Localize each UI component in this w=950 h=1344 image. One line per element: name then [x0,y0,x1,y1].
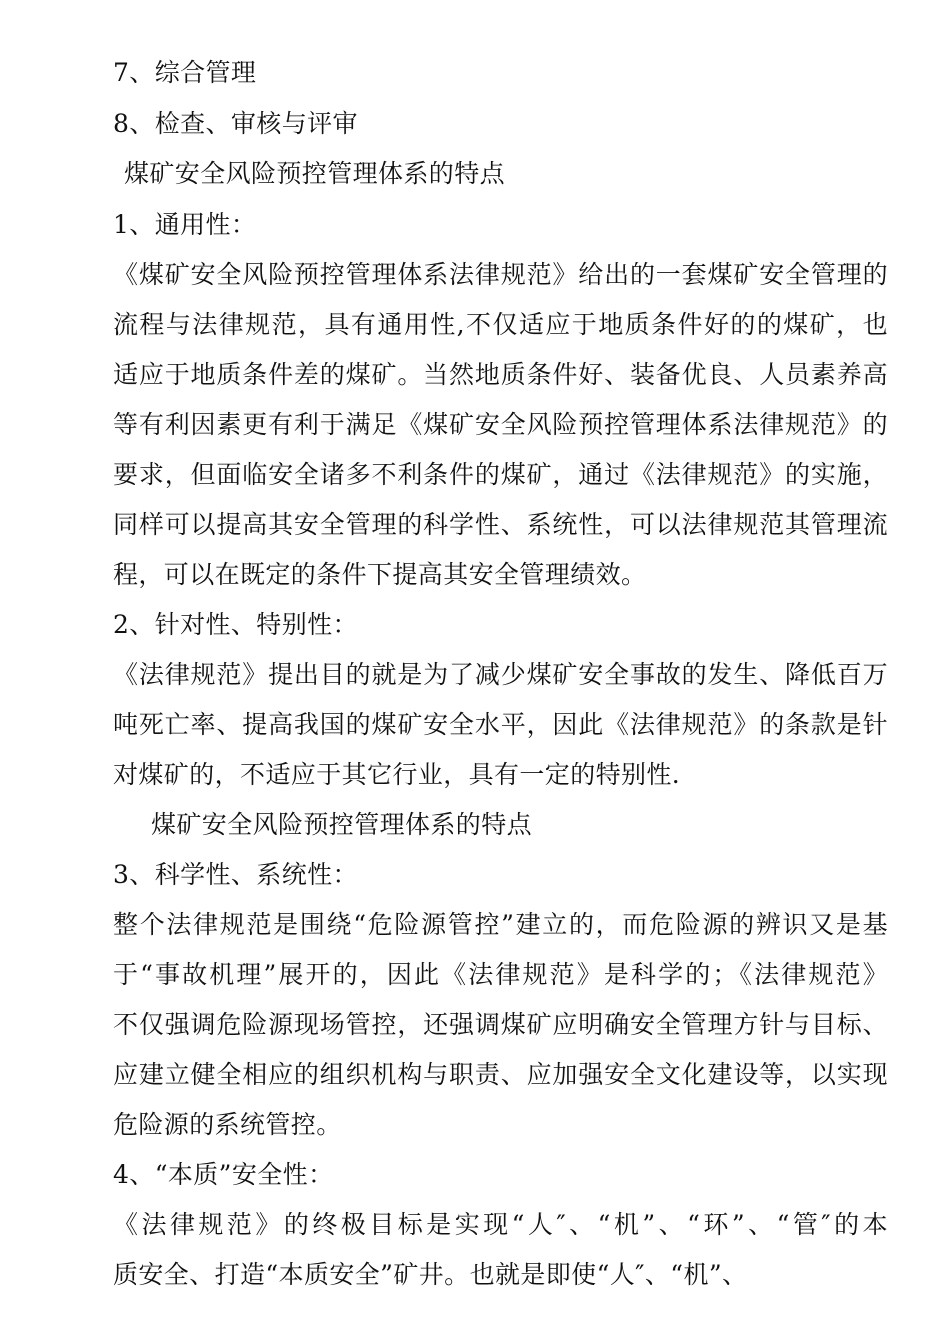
list-item-comprehensive-management: 7、综合管理 [113,58,257,87]
subheading-generality: 1、通用性： [113,210,257,239]
paragraph-line: 应建立健全相应的组织机构与职责、应加强安全文化建设等，以实现 [113,1060,888,1089]
paragraph-line: 危险源的系统管控。 [113,1110,342,1139]
paragraph-line: 于“事故机理”展开的，因此《法律规范》是科学的；《法律规范》 [113,960,888,989]
paragraph-line: 《法律规范》提出目的就是为了减少煤矿安全事故的发生、降低百万 [113,660,888,689]
paragraph-line: 流程与法律规范，具有通用性,不仅适应于地质条件好的的煤矿，也 [113,310,888,339]
paragraph-line: 程，可以在既定的条件下提高其安全管理绩效。 [113,560,647,589]
paragraph-line: 适应于地质条件差的煤矿。当然地质条件好、装备优良、人员素养高 [113,360,888,389]
paragraph-line: 质安全、打造“本质安全”矿井。也就是即使“人″、“机”、 [113,1260,748,1289]
paragraph-line: 吨死亡率、提高我国的煤矿安全水平，因此《法律规范》的条款是针 [113,710,888,739]
paragraph-line: 对煤矿的，不适应于其它行业，具有一定的特别性. [113,760,681,789]
paragraph-line: 同样可以提高其安全管理的科学性、系统性，可以法律规范其管理流 [113,510,888,539]
subheading-specificity: 2、针对性、特别性： [113,610,358,639]
paragraph-line: 等有利因素更有利于满足《煤矿安全风险预控管理体系法律规范》的 [113,410,888,439]
paragraph-line: 要求，但面临安全诸多不利条件的煤矿，通过《法律规范》的实施， [113,460,888,489]
section-heading-repeat: 煤矿安全风险预控管理体系的特点 [151,810,533,839]
paragraph-line: 不仅强调危险源现场管控，还强调煤矿应明确安全管理方针与目标、 [113,1010,888,1039]
subheading-scientific: 3、科学性、系统性： [113,860,358,889]
paragraph-line: 《煤矿安全风险预控管理体系法律规范》给出的一套煤矿安全管理的 [113,260,888,289]
list-item-inspection-review: 8、检查、审核与评审 [113,109,358,138]
paragraph-line: 整个法律规范是围绕“危险源管控”建立的，而危险源的辨识又是基 [113,910,888,939]
subheading-intrinsic-safety: 4、“本质”安全性： [113,1160,334,1189]
section-heading: 煤矿安全风险预控管理体系的特点 [124,159,506,188]
paragraph-line: 《法律规范》的终极目标是实现“人″、“机”、“环”、“管″的本 [113,1210,888,1239]
